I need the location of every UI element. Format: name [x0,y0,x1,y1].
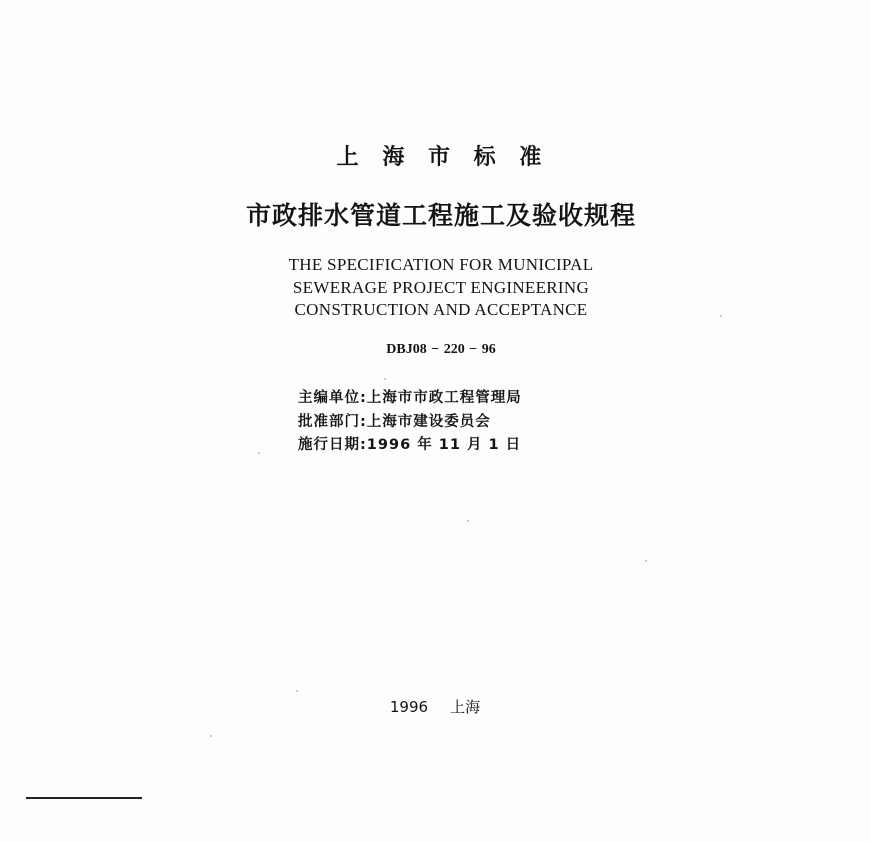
english-title-line-3: CONSTRUCTION AND ACCEPTANCE [294,300,588,319]
editor-unit: 主编单位:上海市市政工程管理局 [298,390,522,406]
scan-speck [258,452,260,454]
scan-speck [720,315,722,317]
scan-speck [467,520,469,522]
scan-speck [210,735,212,737]
scan-speck [296,690,298,692]
english-title-line-1: THE SPECIFICATION FOR MUNICIPAL [288,255,594,274]
standard-type-heading: 上 海 市 标 准 [336,145,550,170]
publication-year: 1996 [389,698,429,716]
scan-speck [384,378,386,380]
scan-edge-line [26,797,142,799]
scan-speck [645,560,647,562]
publication-footer [0,696,870,717]
approval-department: 批准部门:上海市建设委员会 [298,414,491,430]
standard-code: DBJ08 − 220 − 96 [386,342,496,357]
effective-date: 施行日期:1996 年 11 月 1 日 [298,437,522,453]
chinese-title: 市政排水管道工程施工及验收规程 [245,201,636,230]
publication-city: 上海 [450,698,481,716]
english-title-line-2: SEWERAGE PROJECT ENGINEERING [292,278,590,297]
